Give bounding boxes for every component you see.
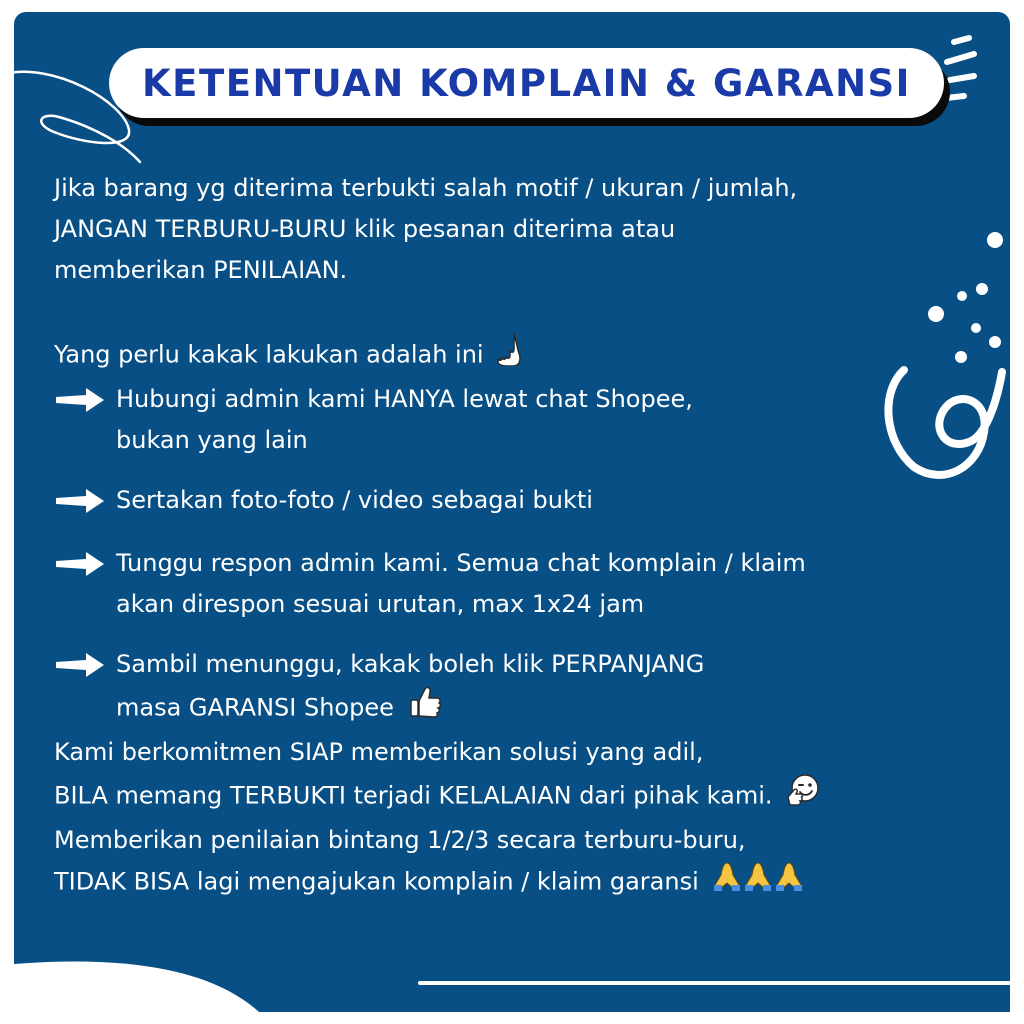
info-card bbox=[14, 12, 1010, 1012]
steps-heading bbox=[54, 332, 974, 379]
list-item-text: Sertakan foto-foto / video sebagai bukti bbox=[116, 486, 593, 514]
arrow-right-icon bbox=[54, 650, 106, 680]
list-item bbox=[54, 644, 974, 732]
commitment-line: Kami berkomitmen SIAP memberikan solusi yang adil, bbox=[54, 738, 704, 766]
content-body bbox=[54, 168, 974, 904]
page-title: KETENTUAN KOMPLAIN & GARANSI bbox=[142, 61, 911, 105]
pointing-down-icon bbox=[497, 332, 523, 379]
title-banner bbox=[109, 48, 944, 118]
warning-line: TIDAK BISA lagi mengajukan komplain / klaim garansi bbox=[54, 867, 699, 896]
list-item-text: akan direspon sesuai urutan, max 1x24 jam bbox=[116, 590, 645, 618]
commitment-line: BILA memang TERBUKTI terjadi KELALAIAN dari pihak kami. bbox=[54, 781, 773, 810]
list-item bbox=[54, 379, 974, 461]
wink-thumbs-up-icon bbox=[786, 773, 820, 820]
folded-hands-icon bbox=[712, 861, 804, 904]
list-item-text: Hubungi admin kami HANYA lewat chat Shopee, bbox=[116, 385, 693, 413]
intro-line: JANGAN TERBURU-BURU klik pesanan diterima atau bbox=[54, 215, 676, 243]
list-item-text: bukan yang lain bbox=[116, 426, 308, 454]
commitment-paragraph bbox=[54, 732, 974, 820]
arrow-right-icon bbox=[54, 486, 106, 516]
intro-paragraph bbox=[54, 168, 974, 291]
list-item-text-with-icon bbox=[116, 685, 974, 732]
intro-line: memberikan PENILAIAN. bbox=[54, 256, 348, 284]
list-item bbox=[54, 480, 974, 521]
intro-line: Jika barang yg diterima terbukti salah motif / ukuran / jumlah, bbox=[54, 174, 798, 202]
arrow-right-icon bbox=[54, 385, 106, 415]
title-pill bbox=[109, 48, 944, 118]
list-item bbox=[54, 543, 974, 625]
warning-line: Memberikan penilaian bintang 1/2/3 secara terburu-buru, bbox=[54, 826, 746, 854]
thumbs-up-icon bbox=[408, 685, 442, 732]
warning-paragraph bbox=[54, 820, 974, 904]
list-item-text: Tunggu respon admin kami. Semua chat komplain / klaim bbox=[116, 549, 806, 577]
commitment-line-with-icon bbox=[54, 773, 974, 820]
warning-line-with-icon bbox=[54, 861, 974, 904]
arrow-right-icon bbox=[54, 549, 106, 579]
list-item-text: masa GARANSI Shopee bbox=[116, 693, 394, 722]
steps-heading-text: Yang perlu kakak lakukan adalah ini bbox=[54, 340, 484, 369]
list-item-text: Sambil menunggu, kakak boleh klik PERPANJANG bbox=[116, 650, 705, 678]
bottom-divider bbox=[418, 981, 1014, 985]
